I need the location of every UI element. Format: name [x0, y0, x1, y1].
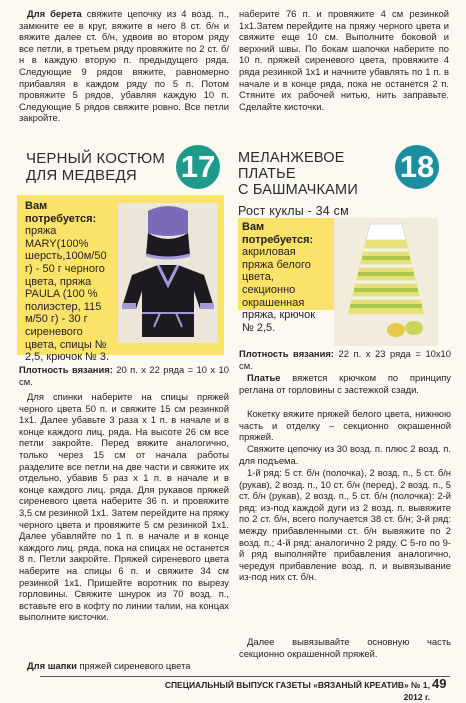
hat-paragraph: [19, 660, 229, 672]
density-17: [19, 364, 229, 387]
dress-label: Платье: [247, 372, 281, 383]
rows-text: 1-й ряд: 5 ст. б/н (полочка), 2 возд. п., 5 ст. б/н (рукав), 2 возд. п., 10 ст. б/н (перед), 2 возд. п., 5 ст. б/н (рукав), 2 возд. п., 5 ст. б/н (полочка): 2-й ряд: из-под каждой дуги из 2 возд. п. вывяжите по 2 ст. б/н, всего получается 38 ст. б/н; 3-й ряд: между прибавленными ст. б/н вывяжите по 2 возд. п.; 4-й ряд: аналогично 2 ряду. С 5-го по 9-й ряд выполняйте прибавления аналогично, чередуя прибавление возд. п. и вывязывание из-под них ст. б/н.: [239, 467, 451, 583]
needs-label-18: Вам потребуется:: [242, 221, 314, 246]
materials-18: [242, 221, 328, 334]
dress-intro: [239, 372, 451, 395]
title-17: [26, 150, 165, 184]
beret-paragraph: [19, 8, 229, 124]
chain-text: Свяжите цепочку из 30 возд. п. плюс 2 возд. п. для подъема.: [239, 443, 451, 466]
chain-paragraph: [239, 443, 451, 466]
needs-text-18: акриловая пряжа белого цвета, секционно окрашенная пряжа, крючок № 2,5.: [242, 246, 316, 334]
hat-continued-text: наберите 76 п. и провяжите 4 см резинкой 1х1.Затем перейдите на пряжу черного цвета и свяжите еще 10 см. Выполните боковой и верхний швы. По бокам шапочки наберите по 10 п. пряжей сиреневого цвета, провяжите 4 ряда резинкой 1х1 и начните убавлять по 1 п. в начале и в конце ряда, пока не останется 2 п. Стяните их рабочей нитью, нить заправьте. Сделайте кисточки.: [239, 8, 449, 112]
hat-continued: [239, 8, 449, 112]
density-18: [239, 348, 451, 371]
back-text: Для спинки наберите на спицы пряжей черного цвета 50 п. и свяжите 15 см резинкой 1х1. Далее убавьте 3 раза х 1 п. в начале и в конце каждого лиц. ряда. На высоте 26 см все петли закройте. Перед вяжите аналогично, только через 15 см от начала работы разделите все петли на две части и свяжите их отдельно, убавив 5 раз х 1 п. в начале и в конце каждого лиц. ряда. Для рукавов пряжей сиреневого цвета наберите 36 п. и провяжите 3,5 см резинкой 1х1. Затем перейдите на пряжу черного цвета и провяжите 5 см резинкой 1х1. Далее убавляйте по 1 п. в начале и в конце каждого лиц. ряда, пока на спицах не останется 8 п. Петли закройте. Пряжей сиреневого цвета наберите на спицы 6 п. и свяжите 34 см резинкой 1х1. Пришейте воротник по вырезу горловины. Свяжите шнурок из 70 возд. п., вставьте его в кофту по линии талии, на концах выполните кисточки.: [19, 391, 229, 623]
title-18-line1: МЕЛАНЖЕВОЕ: [238, 150, 345, 166]
main-part-text: Далее вывязывайте основную часть секционно окрашенной пряжей.: [239, 636, 451, 659]
back-paragraph: [19, 391, 229, 623]
density-label-18: Плотность вязания:: [239, 348, 334, 359]
badge-17: 17: [176, 145, 220, 189]
footer-text: СПЕЦИАЛЬНЫЙ ВЫПУСК ГАЗЕТЫ «ВЯЗАНЫЙ КРЕАТИВ» № 1, 2012 г.: [164, 680, 430, 702]
materials-17: [25, 200, 111, 364]
title-18-line3: С БАШМАЧКАМИ: [238, 182, 358, 199]
beret-label: Для берета: [27, 8, 82, 19]
page-number: 49: [432, 676, 447, 691]
rows-paragraph: [239, 467, 451, 583]
title-18-line2: ПЛАТЬЕ: [238, 166, 296, 183]
hat-label: Для шапки: [27, 660, 77, 671]
title-17-line2: ДЛЯ МЕДВЕДЯ: [26, 167, 137, 184]
dress-image: [334, 218, 438, 346]
footer-rule: [40, 676, 450, 677]
density-label-17: Плотность вязания:: [19, 364, 113, 375]
doll-height: Рост куклы - 34 см: [238, 203, 349, 218]
density-text-18: 22 п. х 23 ряда = 10х10 см.: [239, 348, 451, 371]
needs-label-17: Вам потребуется:: [25, 200, 97, 225]
main-part-paragraph: [239, 636, 451, 659]
badge-18: 18: [395, 145, 439, 189]
title-17-line1: ЧЕРНЫЙ КОСТЮМ: [26, 150, 166, 167]
title-18: [238, 150, 358, 219]
beret-text: свяжите цепочку из 4 возд. п., замкните ее в круг, вяжите в него 8 ст. б/н и вяжите далее ст. б/н, удвоив во втором ряду все петли, в третьем ряду провяжите по 2 ст. б/н в каждую вторую п. предыдущего ряда. Следующие 9 рядов вяжите, равномерно прибавляя в каждом ряду по 5 п. Потом провяжите 5 рядов, убавляя каждую 10 п. Следующие 5 рядов свяжите ровно. Все петли закройте.: [19, 8, 229, 124]
dress-text: вяжется крючком по принципу реглана от горловины с застежкой сзади.: [239, 372, 451, 395]
needs-text-17: пряжа MARY(100% шерсть,100м/50 г) - 50 г черного цвета, пряжа PAULA (100 % полиэстер, 115 м/50 г) - 30 г сиреневого цвета, спицы № 2,5, крючок № 3.: [25, 225, 110, 364]
bear-outfit-image: [118, 203, 218, 343]
hat-text: пряжей сиреневого цвета: [76, 660, 191, 671]
yoke-paragraph: [239, 408, 451, 443]
yoke-text: Кокетку вяжите пряжей белого цвета, нижнюю часть и отделку – секционно окрашенной пряжей.: [239, 408, 451, 443]
density-text-17: 20 п. х 22 ряда = 10 х 10 см.: [19, 364, 229, 387]
